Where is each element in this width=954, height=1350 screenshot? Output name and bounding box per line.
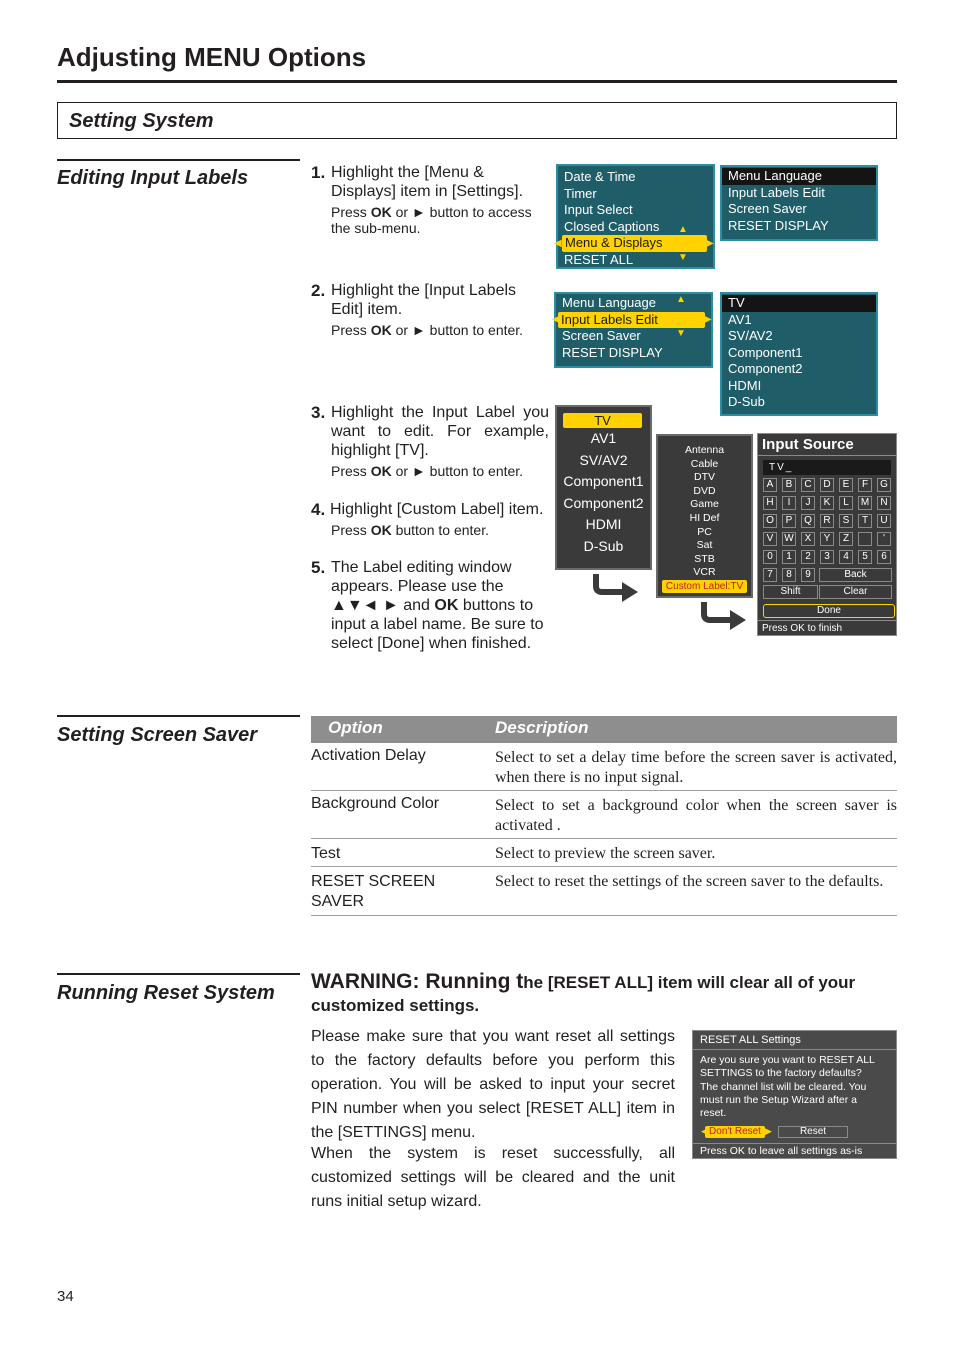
menu-item: Date & Time xyxy=(564,169,636,184)
list-item: HI Def xyxy=(689,511,720,524)
menu-item: SV/AV2 xyxy=(728,328,773,343)
menu-item: HDMI xyxy=(585,516,622,532)
menu-item: Component1 xyxy=(563,473,644,489)
key: 7 xyxy=(763,568,777,582)
options-table-header xyxy=(311,716,897,743)
display-submenu-screen xyxy=(720,165,878,241)
menu-item: D-Sub xyxy=(583,537,624,554)
reset-paragraph-2: When the system is reset successfully, all customized settings will be cleared and the unit runs initial setup wizard. xyxy=(311,1145,675,1210)
option-description: Select to reset the settings of the screen saver to the defaults. xyxy=(495,873,884,890)
label-list-screen xyxy=(656,434,753,598)
table-row xyxy=(311,839,897,867)
step-5 xyxy=(311,558,551,653)
menu-item: AV1 xyxy=(590,430,617,446)
section-rule xyxy=(57,715,300,717)
key: 9 xyxy=(801,568,815,582)
key: N xyxy=(877,496,891,510)
list-item: DVD xyxy=(693,484,716,497)
dialog-message: Are you sure you want to RESET ALL SETTINGS to the factory defaults? The channel list will be cleared. You must run the Setup Wizard after a reset. xyxy=(700,1054,875,1120)
key: H xyxy=(763,496,777,510)
left-arrow-icon: ◀ xyxy=(701,1126,708,1136)
key: 0 xyxy=(763,550,777,564)
key: L xyxy=(839,496,853,510)
option-description: Select to preview the screen saver. xyxy=(495,845,716,862)
step-1 xyxy=(311,163,551,236)
menu-item: RESET DISPLAY xyxy=(728,217,829,233)
heading-setting-screen-saver: Setting Screen Saver xyxy=(57,724,258,746)
key: Y xyxy=(820,532,834,546)
menu-item: SV/AV2 xyxy=(579,451,628,468)
list-item: Antenna xyxy=(684,444,725,456)
step-text: Highlight the Input Label you want to edit. For example, highlight [TV]. xyxy=(331,404,549,459)
menu-item: Screen Saver xyxy=(728,201,807,216)
menu-item: Component2 xyxy=(563,494,644,511)
key: 8 xyxy=(782,568,796,582)
right-arrow-icon: ▶ xyxy=(765,1126,772,1136)
up-arrow-icon: ▲ xyxy=(678,224,688,235)
heading-running-reset-system: Running Reset System xyxy=(57,982,275,1004)
input-list-gray-screen xyxy=(555,405,652,570)
key: 6 xyxy=(877,550,891,564)
menu-item: Component2 xyxy=(728,361,803,376)
done-key: Done xyxy=(763,604,895,618)
step-text: Highlight the [Input Labels Edit] item. xyxy=(331,282,517,318)
key: K xyxy=(820,496,834,510)
list-item: DTV xyxy=(694,471,715,484)
key: 3 xyxy=(820,550,834,564)
list-item: STB xyxy=(694,552,715,565)
list-item: Game xyxy=(690,498,719,511)
dialog-title: RESET ALL Settings xyxy=(693,1031,896,1050)
title-rule xyxy=(57,80,897,83)
label-field: TV_ xyxy=(763,460,891,475)
list-item: Cable xyxy=(690,457,719,470)
menu-item: RESET ALL xyxy=(564,251,634,267)
next-step-arrow-icon xyxy=(592,572,640,604)
page-number: 34 xyxy=(57,1288,74,1305)
back-key: Back xyxy=(819,568,892,582)
menu-item: Component1 xyxy=(728,344,803,360)
key: F xyxy=(858,478,872,492)
option-description: Select to set a background color when the screen saver is activated . xyxy=(495,797,897,834)
key: U xyxy=(877,514,891,528)
down-arrow-icon: ▼ xyxy=(678,252,688,263)
step-sub: Press OK button to enter. xyxy=(331,522,489,538)
key: C xyxy=(801,478,815,492)
menu-item: HDMI xyxy=(728,377,762,393)
key: 4 xyxy=(839,550,853,564)
reset-button[interactable]: Reset xyxy=(778,1126,848,1138)
key: A xyxy=(763,478,777,492)
key: S xyxy=(839,514,853,528)
reset-all-dialog xyxy=(692,1030,897,1159)
option-description: Select to set a delay time before the screen saver is activated, when there is no input signal. xyxy=(495,749,897,786)
step-text: Highlight the [Menu & Displays] item in [Settings]. xyxy=(331,164,524,200)
key: M xyxy=(858,496,872,510)
step-number: 3. xyxy=(311,403,326,422)
step-number: 2. xyxy=(311,281,326,300)
key: ' xyxy=(877,532,891,546)
option-name: RESET SCREEN SAVER xyxy=(311,873,436,910)
step-number: 1. xyxy=(311,163,326,182)
key: V xyxy=(763,532,777,546)
step-sub: Press OK or ► button to enter. xyxy=(331,322,524,338)
next-step-arrow-icon xyxy=(700,600,748,633)
key: X xyxy=(801,532,815,546)
step-text: The Label editing window appears. Please use the ▲▼◄ ► and OK buttons to input a label name. Be sure to select [Done] when finished. xyxy=(331,559,544,652)
menu-item-selected: TV xyxy=(722,295,876,312)
menu-item: Input Labels Edit xyxy=(728,184,825,200)
heading-editing-input-labels: Editing Input Labels xyxy=(57,167,249,189)
key: R xyxy=(820,514,834,528)
table-row xyxy=(311,743,897,791)
step-number: 5. xyxy=(311,558,326,577)
section-title: Setting System xyxy=(69,110,214,132)
warning-text: WARNING: Running the [RESET ALL] item will clear all of your customized settings. xyxy=(311,970,856,1015)
key: T xyxy=(858,514,872,528)
col-description: Description xyxy=(495,718,589,737)
key: I xyxy=(782,496,796,510)
down-arrow-icon: ▼ xyxy=(676,328,686,339)
step-number: 4. xyxy=(311,500,326,519)
key xyxy=(858,532,872,546)
step-text: Highlight [Custom Label] item. xyxy=(330,501,544,518)
menu-item-selected: Menu & Displays xyxy=(562,235,707,252)
key: E xyxy=(839,478,853,492)
clear-key: Clear xyxy=(819,585,892,599)
key: 5 xyxy=(858,550,872,564)
table-row xyxy=(311,867,897,916)
key: W xyxy=(782,532,796,546)
menu-item-selected: TV xyxy=(563,413,642,428)
left-arrow-icon: ◀ xyxy=(554,238,562,249)
list-item: VCR xyxy=(693,566,716,579)
table-row xyxy=(311,791,897,839)
list-item: Sat xyxy=(696,539,713,552)
key: Q xyxy=(801,514,815,528)
menu-item: D-Sub xyxy=(728,394,765,409)
dont-reset-button[interactable]: Don't Reset xyxy=(705,1126,765,1138)
step-sub: Press OK or ► button to access the sub-menu. xyxy=(331,204,532,236)
keyboard-title: Input Source xyxy=(758,434,896,456)
key: O xyxy=(763,514,777,528)
key: Z xyxy=(839,532,853,546)
section-box xyxy=(57,102,897,139)
page-title: Adjusting MENU Options xyxy=(57,42,367,72)
list-item-selected: Custom Label:TV xyxy=(662,580,747,593)
col-option: Option xyxy=(328,718,383,737)
menu-item-selected: Menu Language xyxy=(722,168,876,185)
right-arrow-icon: ▶ xyxy=(704,314,712,325)
step-3 xyxy=(311,403,551,479)
list-item: PC xyxy=(697,525,712,538)
right-arrow-icon: ▶ xyxy=(706,238,714,249)
settings-menu-screen xyxy=(556,164,715,269)
menu-item: Timer xyxy=(564,185,597,201)
key: J xyxy=(801,496,815,510)
display-submenu-screen-2 xyxy=(554,292,713,368)
reset-paragraph-1: Please make sure that you want reset all settings to the factory defaults before you perform this operation. You will be asked to input your secret PIN number when you select [RESET ALL] item in the [SETTINGS] menu. xyxy=(311,1028,675,1141)
menu-item: Menu Language xyxy=(562,295,656,310)
step-4 xyxy=(311,500,556,538)
menu-item-selected: Input Labels Edit xyxy=(558,312,705,329)
section-rule xyxy=(57,159,300,161)
key: B xyxy=(782,478,796,492)
key: 2 xyxy=(801,550,815,564)
menu-item: Input Select xyxy=(564,202,633,217)
keyboard-hint: Press OK to finish xyxy=(758,620,896,636)
dialog-hint: Press OK to leave all settings as-is xyxy=(693,1143,896,1159)
up-arrow-icon: ▲ xyxy=(676,294,686,305)
step-sub: Press OK or ► button to enter. xyxy=(331,463,524,479)
input-source-keyboard-screen xyxy=(757,433,897,636)
key: P xyxy=(782,514,796,528)
option-name: Activation Delay xyxy=(311,747,426,764)
option-name: Test xyxy=(311,845,341,862)
menu-item: AV1 xyxy=(728,311,752,327)
shift-key: Shift xyxy=(763,585,818,599)
option-name: Background Color xyxy=(311,795,440,812)
key: G xyxy=(877,478,891,492)
menu-item: Screen Saver xyxy=(562,328,641,343)
step-2 xyxy=(311,281,551,338)
section-rule xyxy=(57,973,300,975)
left-arrow-icon: ◀ xyxy=(552,314,560,325)
key: D xyxy=(820,478,834,492)
menu-item: RESET DISPLAY xyxy=(562,344,663,360)
input-list-screen xyxy=(720,292,878,416)
menu-item: Closed Captions xyxy=(564,218,660,234)
key: 1 xyxy=(782,550,796,564)
